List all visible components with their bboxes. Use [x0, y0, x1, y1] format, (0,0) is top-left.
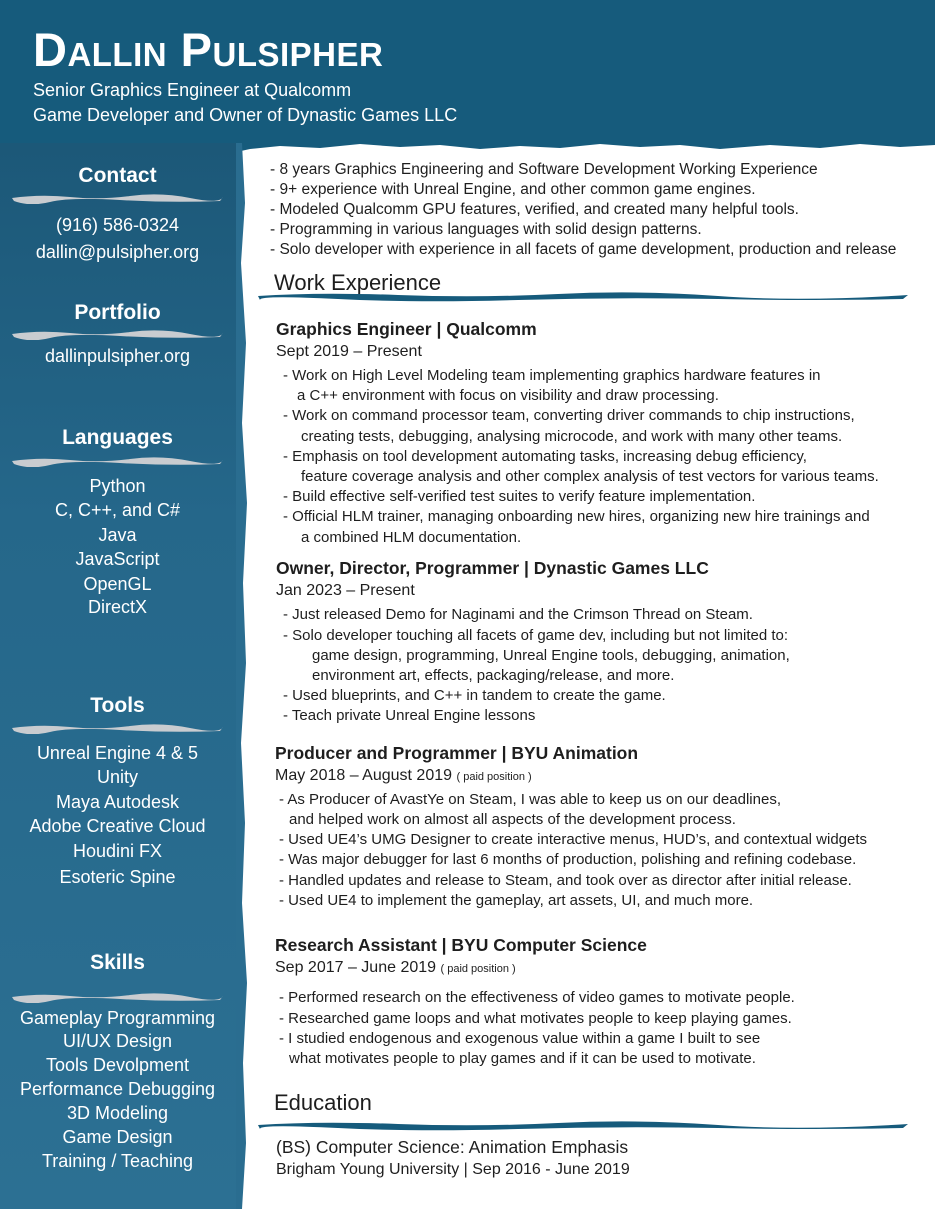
education-school: Brigham Young University | Sep 2016 - June 2019 — [276, 1161, 630, 1178]
tools-divider — [10, 722, 225, 734]
summary-item: - Programming in various languages with solid design patterns. — [270, 221, 702, 238]
job-title-byu-animation: Producer and Programmer | BYU Animation — [275, 743, 639, 763]
portfolio-link[interactable]: dallinpulsipher.org — [44, 346, 191, 366]
language-item: Java — [98, 525, 137, 545]
contact-heading: Contact — [78, 164, 157, 187]
job-bullet: - Official HLM trainer, managing onboarding new hires, organizing new hire trainings and — [283, 508, 870, 525]
tool-item: Unity — [96, 767, 138, 787]
job-bullet: - Build effective self-verified test suites to verify feature implementation. — [283, 488, 756, 505]
job-bullet: - Used UE4’s UMG Designer to create interactive menus, HUD’s, and contextual widgets — [279, 831, 868, 848]
languages-heading: Languages — [62, 426, 173, 449]
header-banner — [0, 0, 935, 143]
job-date-byu-animation: May 2018 – August 2019 ( paid position ) — [275, 767, 532, 784]
summary-list — [270, 160, 896, 260]
job-bullet-cont: and helped work on almost all aspects of the development process. — [289, 811, 736, 828]
job-title-qualcomm: Graphics Engineer | Qualcomm — [276, 319, 537, 339]
subtitle-owner-role: Game Developer and Owner of Dynastic Games LLC — [33, 105, 458, 125]
tools-heading: Tools — [90, 694, 145, 717]
paid-note: ( paid position ) — [440, 963, 516, 975]
education-heading: Education — [274, 1090, 372, 1115]
tool-item: Houdini FX — [72, 841, 163, 861]
job-bullet-cont: environment art, effects, packaging/release, and more. — [312, 667, 675, 684]
job-bullet: - Performed research on the effectiveness of video games to motivate people. — [279, 989, 795, 1006]
job-bullet: - Work on command processor team, converting driver commands to chip instructions, — [283, 407, 855, 424]
job-bullet-cont: a C++ environment with focus on visibility and draw processing. — [297, 387, 719, 404]
language-item: C, C++, and C# — [54, 500, 181, 520]
portfolio-divider — [10, 328, 225, 340]
job-bullet: - Work on High Level Modeling team implementing graphics hardware features in — [283, 367, 821, 384]
job-date-byu-cs: Sep 2017 – June 2019 ( paid position ) — [275, 959, 516, 976]
language-item: JavaScript — [75, 549, 160, 569]
job-bullet: - Researched game loops and what motivates people to keep playing games. — [279, 1010, 792, 1027]
job-bullet: - Solo developer touching all facets of game dev, including but not limited to: — [283, 627, 789, 644]
language-item: Python — [89, 476, 146, 496]
sidebar-brush-edge — [236, 143, 250, 1209]
paid-note: ( paid position ) — [456, 771, 532, 783]
job-bullet: - Teach private Unreal Engine lessons — [283, 707, 536, 724]
education-degree: (BS) Computer Science: Animation Emphasis — [276, 1137, 629, 1157]
job-bullet-cont: creating tests, debugging, analysing microcode, and work with many other teams. — [301, 428, 843, 445]
job-bullet: - Used UE4 to implement the gameplay, art assets, UI, and much more. — [279, 892, 754, 909]
job-title-byu-cs: Research Assistant | BYU Computer Science — [275, 935, 647, 955]
summary-item: - Modeled Qualcomm GPU features, verified, and created many helpful tools. — [270, 201, 799, 218]
summary-item: - Solo developer with experience in all facets of game development, production and release — [270, 241, 897, 258]
work-experience-heading: Work Experience — [274, 270, 442, 295]
skills-divider — [10, 991, 225, 1003]
summary-item: - 8 years Graphics Engineering and Software Development Working Experience — [270, 161, 818, 178]
contact-email[interactable]: dallin@pulsipher.org — [35, 242, 200, 262]
job-bullet-cont: what motivates people to play games and if it can be used to motivate. — [289, 1050, 756, 1067]
tool-item: Unreal Engine 4 & 5 — [36, 743, 199, 763]
work-experience-divider — [258, 289, 908, 303]
skill-item: UI/UX Design — [62, 1031, 173, 1051]
job-date-qualcomm: Sept 2019 – Present — [276, 343, 422, 360]
education-divider — [258, 1118, 908, 1132]
tool-item: Maya Autodesk — [55, 792, 180, 812]
job-bullet: - Was major debugger for last 6 months of production, polishing and refining codebase. — [279, 851, 857, 868]
summary-item: - 9+ experience with Unreal Engine, and other common game engines. — [270, 181, 756, 198]
job-bullet: - Emphasis on tool development automating tasks, increasing debug efficiency, — [283, 448, 807, 465]
contact-divider — [10, 192, 225, 204]
language-item: DirectX — [87, 597, 147, 617]
skill-item: Gameplay Programming — [19, 1008, 216, 1028]
language-item: OpenGL — [83, 574, 152, 594]
portfolio-heading: Portfolio — [74, 301, 161, 324]
job-bullet-cont: a combined HLM documentation. — [301, 529, 522, 546]
job-bullet-cont: game design, programming, Unreal Engine tools, debugging, animation, — [312, 647, 790, 664]
skills-heading: Skills — [90, 951, 145, 974]
subtitle-current-role: Senior Graphics Engineer at Qualcomm — [33, 80, 352, 100]
tool-item: Esoteric Spine — [59, 867, 176, 887]
skill-item: Training / Teaching — [41, 1151, 194, 1171]
job-date-dynastic: Jan 2023 – Present — [276, 582, 415, 599]
skill-item: Tools Devolpment — [45, 1055, 190, 1075]
job-bullet: - I studied endogenous and exogenous value within a game I built to see — [279, 1030, 761, 1047]
job-bullet: - Used blueprints, and C++ in tandem to create the game. — [283, 687, 666, 704]
job-bullet: - Handled updates and release to Steam, and took over as director after initial release. — [279, 872, 852, 889]
skill-item: 3D Modeling — [66, 1103, 169, 1123]
job-bullet-cont: feature coverage analysis and other complex analysis of test vectors for various teams. — [301, 468, 879, 485]
job-bullet: - As Producer of AvastYe on Steam, I was able to keep us on our deadlines, — [279, 791, 781, 808]
languages-divider — [10, 455, 225, 467]
tool-item: Adobe Creative Cloud — [29, 816, 206, 836]
skill-item: Game Design — [62, 1127, 173, 1147]
skill-item: Performance Debugging — [19, 1079, 216, 1099]
contact-phone[interactable]: (916) 586-0324 — [55, 215, 180, 235]
job-bullet: - Just released Demo for Naginami and the Crimson Thread on Steam. — [283, 606, 753, 623]
person-name: Dallin Pulsipher — [33, 23, 384, 76]
job-title-dynastic: Owner, Director, Programmer | Dynastic Games LLC — [276, 558, 709, 578]
